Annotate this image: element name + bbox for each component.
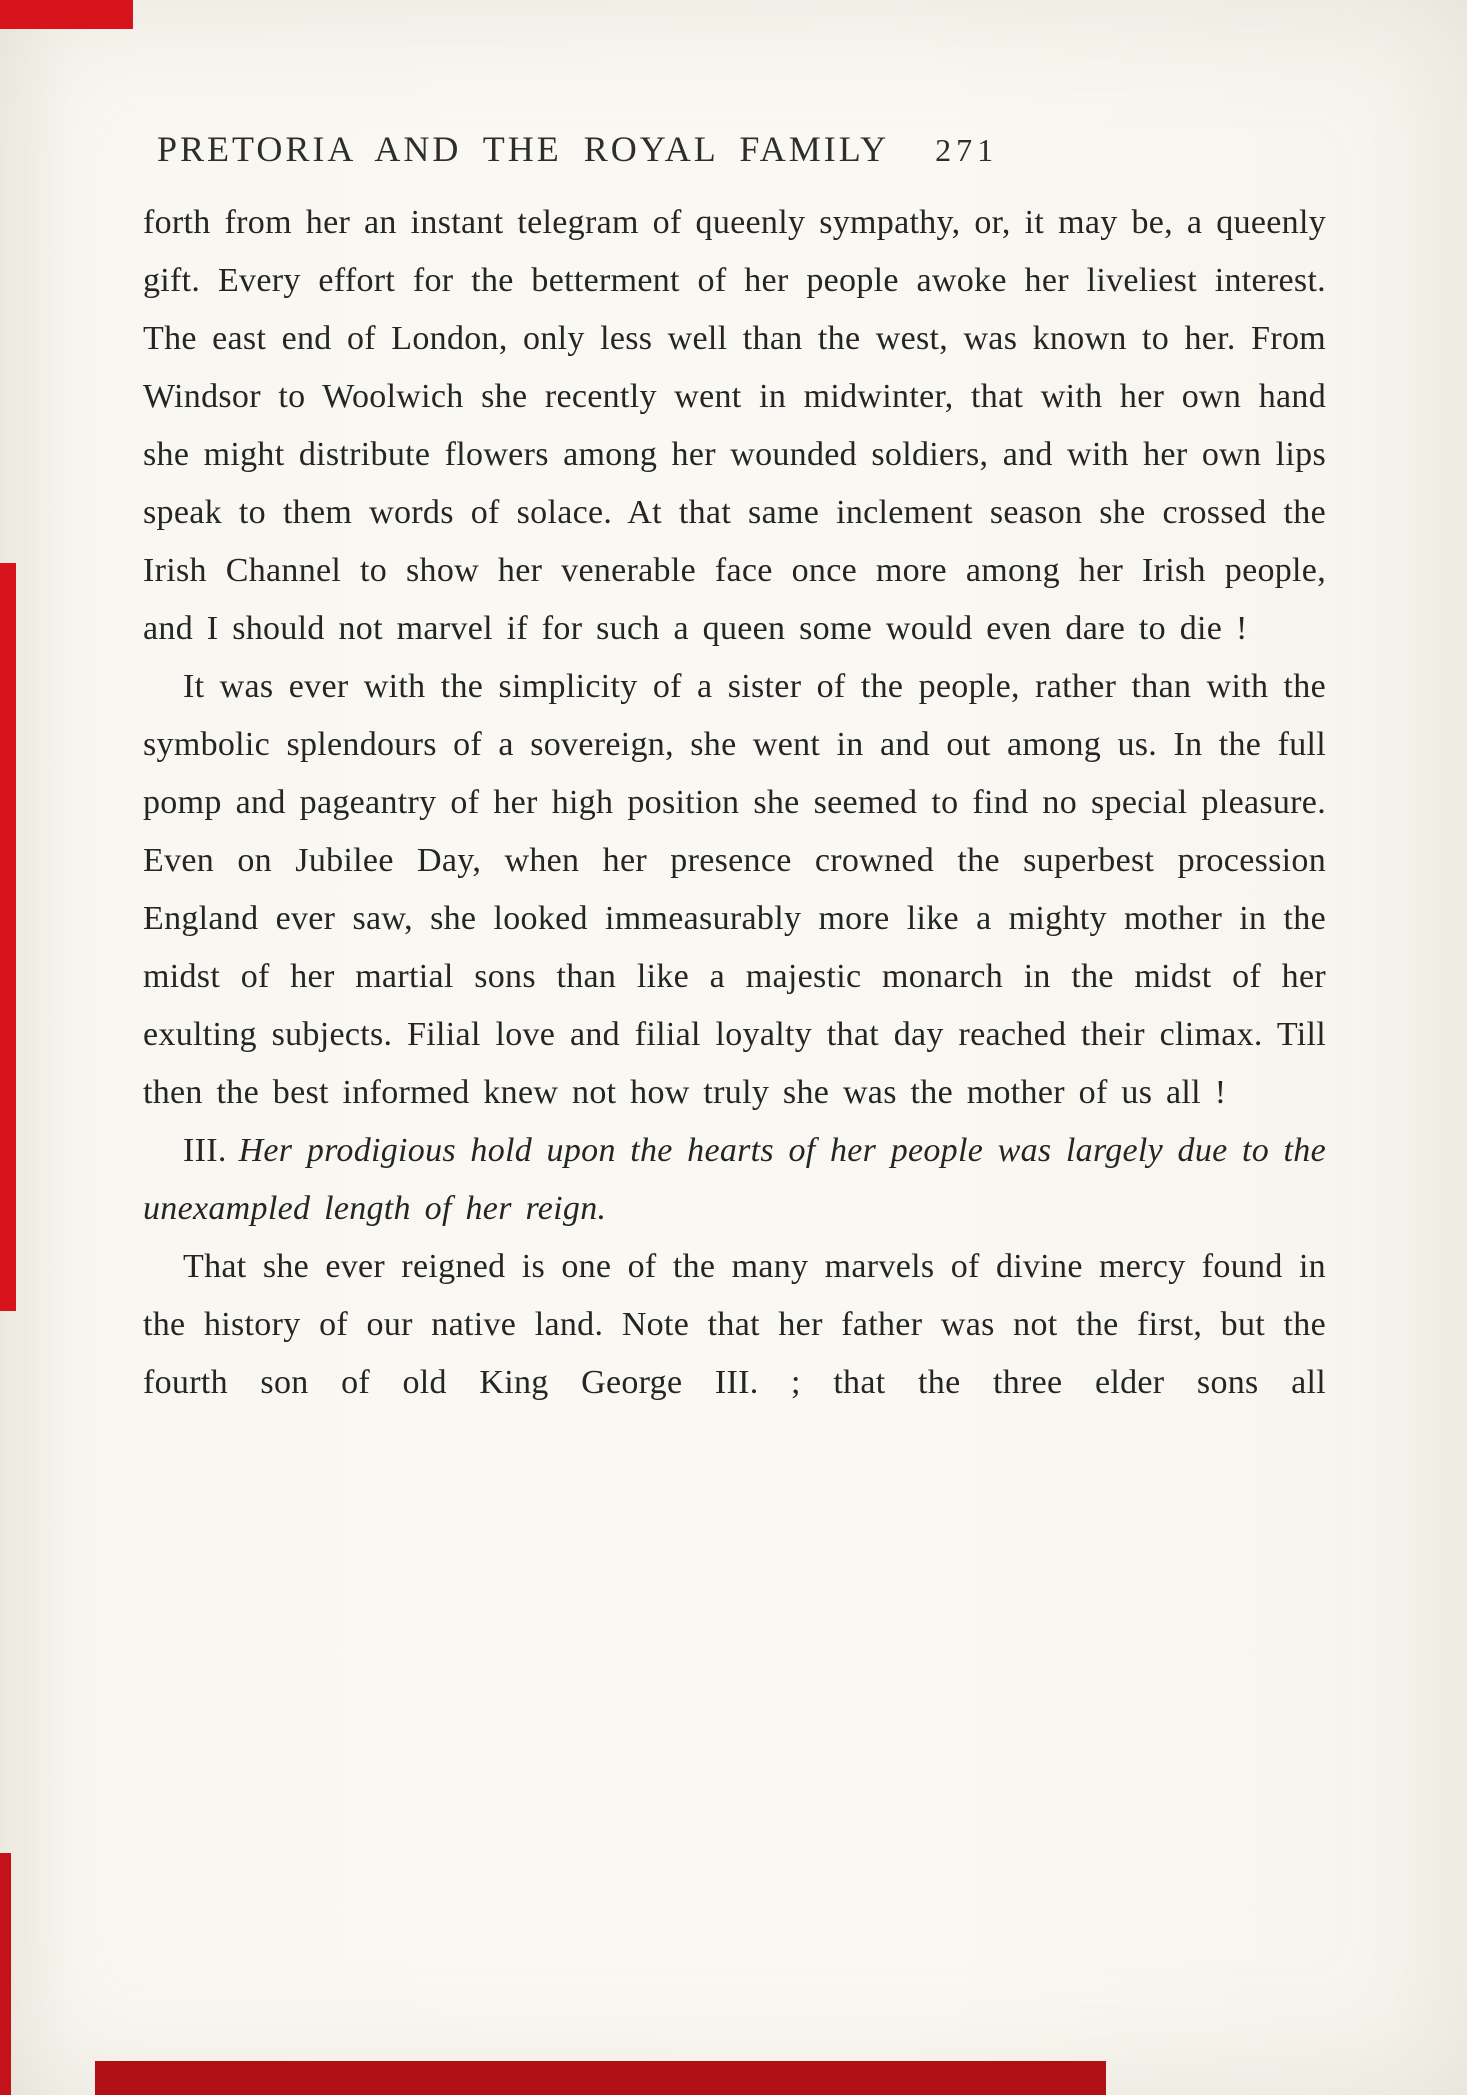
- section-heading-text: Her prodigious hold upon the hearts of her people was largely due to the unexampled length of her reign.: [143, 1132, 1326, 1227]
- page-body: [143, 194, 1326, 1412]
- page-title: PRETORIA AND THE ROYAL FAMILY: [157, 129, 890, 169]
- scan-artifact-left-edge: [0, 563, 16, 1311]
- scan-artifact-top-left: [0, 0, 133, 29]
- section-numeral: III.: [183, 1132, 227, 1169]
- section-heading-paragraph: [143, 1122, 1326, 1238]
- paragraph: It was ever with the simplicity of a sister of the people, rather than with the symbolic splendours of a sovereign, she went in and out among us. In the full pomp and pageantry of her high position she seemed to find no special pleasure. Even on Jubilee Day, when her presence crowned the superbest procession England ever saw, she looked immeasurably more like a mighty mother in the midst of her martial sons than like a majestic monarch in the midst of her exulting subjects. Filial love and filial loyalty that day reached their climax. Till then the best informed knew not how truly she was the mother of us all !: [143, 668, 1326, 1111]
- running-header: [143, 128, 1326, 170]
- page-content: [143, 128, 1326, 1412]
- scan-artifact-left-bottom: [0, 1853, 11, 2095]
- paragraph: That she ever reigned is one of the many marvels of divine mercy found in the history of our native land. Note that her father was not the first, but the fourth son of old King George III. ; that the three elder sons all: [143, 1248, 1326, 1401]
- paragraph-continuation: forth from her an instant telegram of queenly sympathy, or, it may be, a queenly gift. Every effort for the betterment of her people awoke her liveliest interest. The east end of London, only less well than the west, was known to her. From Windsor to Woolwich she recently went in midwinter, that with her own hand she might distribute flowers among her wounded soldiers, and with her own lips speak to them words of solace. At that same inclement season she crossed the Irish Channel to show her venerable face once more among her Irish people, and I should not marvel if for such a queen some would even dare to die !: [143, 204, 1326, 647]
- scan-artifact-bottom-edge: [95, 2061, 1106, 2095]
- page-number: 271: [935, 132, 999, 168]
